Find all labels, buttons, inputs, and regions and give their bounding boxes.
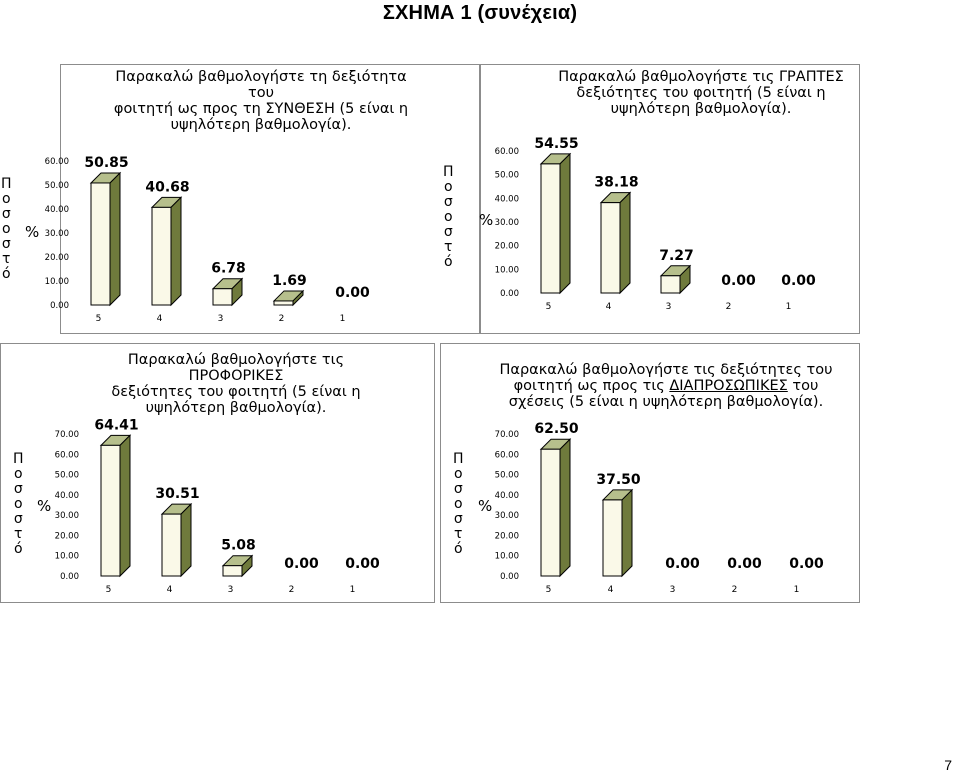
page-number: 7 xyxy=(944,757,952,773)
data-label: 5.08 xyxy=(221,537,256,554)
y-tick-label: 40.00 xyxy=(44,205,69,215)
x-tick-label: 1 xyxy=(785,302,792,312)
y-tick-label: 60.00 xyxy=(44,157,69,167)
data-label: 64.41 xyxy=(94,417,139,434)
y-axis-title: Π ο σ ο σ τ ό xyxy=(1,176,12,282)
bar xyxy=(101,435,130,576)
y-tick-label: 0.00 xyxy=(50,301,69,311)
x-tick-label: 2 xyxy=(278,314,285,324)
y-tick-label: 10.00 xyxy=(44,277,69,287)
bar-side xyxy=(181,504,191,576)
bar-front xyxy=(661,276,680,293)
bar-side xyxy=(620,193,630,293)
y-tick-label: 0.00 xyxy=(500,572,519,582)
x-tick-label: 4 xyxy=(156,314,163,324)
bar-side xyxy=(560,439,570,576)
x-tick-label: 3 xyxy=(669,585,676,595)
bar-front xyxy=(162,514,181,576)
bar xyxy=(601,193,630,293)
x-tick-label: 5 xyxy=(105,585,112,595)
y-tick-label: 0.00 xyxy=(60,572,79,582)
bar xyxy=(162,504,191,576)
bar-front xyxy=(223,566,242,576)
y-tick-label: 20.00 xyxy=(54,531,79,542)
x-tick-label: 4 xyxy=(605,302,612,312)
x-tick-label: 4 xyxy=(607,585,614,595)
data-label: 1.69 xyxy=(272,272,307,289)
y-axis-title: Π ο σ ο σ τ ό xyxy=(453,451,464,557)
chart-title: Παρακαλώ βαθμολογήστε τις ΠΡΟΦΟΡΙΚΕΣ δεξιότητες του φοιτητή (5 είναι η υψηλότερη βαθμολογία). xyxy=(111,352,361,416)
bar xyxy=(152,197,181,305)
y-axis-unit: % xyxy=(478,497,493,515)
bar xyxy=(223,556,252,576)
bar xyxy=(603,490,632,576)
y-tick-label: 70.00 xyxy=(54,430,79,440)
data-label: 0.00 xyxy=(335,285,370,301)
x-tick-label: 2 xyxy=(731,585,738,595)
y-tick-label: 40.00 xyxy=(494,490,519,501)
x-tick-label: 1 xyxy=(349,585,356,595)
bar-front xyxy=(541,449,560,576)
bar xyxy=(213,279,242,305)
x-tick-label: 1 xyxy=(339,314,346,324)
bar-side xyxy=(622,490,632,576)
y-tick-label: 50.00 xyxy=(494,170,519,181)
y-tick-label: 60.00 xyxy=(494,450,519,461)
y-tick-label: 60.00 xyxy=(54,450,79,461)
chart-svg xyxy=(481,65,861,335)
data-label: 0.00 xyxy=(789,556,824,572)
bar xyxy=(661,266,690,293)
data-label: 0.00 xyxy=(781,273,816,289)
data-label: 0.00 xyxy=(721,273,756,289)
y-tick-label: 30.00 xyxy=(54,511,79,522)
chart-svg xyxy=(44,65,481,335)
y-tick-label: 20.00 xyxy=(494,531,519,542)
page-heading: ΣΧΗΜΑ 1 (συνέχεια) xyxy=(382,2,578,24)
y-tick-label: 10.00 xyxy=(494,551,519,562)
y-axis-unit: % xyxy=(37,497,52,515)
bar xyxy=(274,291,303,305)
bar-front xyxy=(603,500,622,576)
x-tick-label: 5 xyxy=(545,585,552,595)
data-label: 54.55 xyxy=(534,135,579,152)
bar-front xyxy=(601,203,620,293)
bar-front xyxy=(101,445,120,576)
bar-front xyxy=(91,183,110,305)
x-tick-label: 3 xyxy=(665,302,672,312)
bar-side xyxy=(171,197,181,305)
x-tick-label: 5 xyxy=(545,302,552,312)
y-tick-label: 30.00 xyxy=(494,218,519,228)
chart-panel-written xyxy=(443,64,860,334)
bar xyxy=(541,154,570,293)
data-label: 30.51 xyxy=(155,486,200,503)
chart-title: Παρακαλώ βαθμολογήστε τις δεξιότητες του φοιτητή ως προς τις ΔΙΑΠΡΟΣΩΠΙΚΕΣ του σχέσεις (5 είναι η υψηλότερη βαθμολογία). xyxy=(499,362,833,410)
data-label: 37.50 xyxy=(596,471,641,488)
y-axis-title: Π ο σ ο σ τ ό xyxy=(13,451,24,557)
y-axis-unit: % xyxy=(479,211,494,229)
data-label: 62.50 xyxy=(534,421,579,438)
bar-side xyxy=(560,154,570,293)
y-axis-unit: % xyxy=(25,223,40,241)
y-tick-label: 70.00 xyxy=(494,430,519,440)
chart-svg xyxy=(441,344,861,604)
bar-front xyxy=(152,207,171,305)
y-tick-label: 50.00 xyxy=(54,470,79,481)
data-label: 50.85 xyxy=(84,154,129,171)
chart-svg xyxy=(1,344,436,604)
data-label: 38.18 xyxy=(594,174,639,191)
bar-side xyxy=(120,435,130,576)
x-tick-label: 5 xyxy=(95,314,102,324)
y-tick-label: 10.00 xyxy=(494,265,519,276)
x-tick-label: 2 xyxy=(725,302,732,312)
y-tick-label: 60.00 xyxy=(494,147,519,157)
chart-panel-oral xyxy=(0,343,435,603)
x-tick-label: 1 xyxy=(793,585,800,595)
chart-title: Παρακαλώ βαθμολογήστε τη δεξιότητα του φοιτητή ως προς τη ΣΥΝΘΕΣΗ (5 είναι η υψηλότερη βαθμολογία). xyxy=(113,69,409,133)
y-tick-label: 10.00 xyxy=(54,551,79,562)
y-tick-label: 40.00 xyxy=(494,194,519,205)
y-tick-label: 20.00 xyxy=(44,253,69,263)
y-axis-title: Π ο σ ο σ τ ό xyxy=(443,164,454,270)
y-tick-label: 30.00 xyxy=(494,511,519,522)
chart-title: Παρακαλώ βαθμολογήστε τις ΓΡΑΠΤΕΣ δεξιότητες του φοιτητή (5 είναι η υψηλότερη βαθμολογία). xyxy=(558,69,844,117)
x-tick-label: 2 xyxy=(288,585,295,595)
bar xyxy=(541,439,570,576)
x-tick-label: 3 xyxy=(217,314,224,324)
data-label: 0.00 xyxy=(727,556,762,572)
y-tick-label: 20.00 xyxy=(494,241,519,252)
data-label: 0.00 xyxy=(345,556,380,572)
y-tick-label: 30.00 xyxy=(44,229,69,239)
bar-side xyxy=(110,173,120,305)
y-tick-label: 50.00 xyxy=(44,181,69,191)
bar-front xyxy=(541,164,560,293)
data-label: 6.78 xyxy=(211,260,246,277)
bar-front xyxy=(213,289,232,305)
data-label: 0.00 xyxy=(665,556,700,572)
chart-panel-synthesis xyxy=(1,64,480,334)
data-label: 0.00 xyxy=(284,556,319,572)
x-tick-label: 3 xyxy=(227,585,234,595)
data-label: 40.68 xyxy=(145,179,190,196)
y-tick-label: 50.00 xyxy=(494,470,519,481)
bar xyxy=(91,173,120,305)
chart-panel-interpersonal xyxy=(440,343,860,603)
bar-front xyxy=(274,301,293,305)
x-tick-label: 4 xyxy=(166,585,173,595)
y-tick-label: 0.00 xyxy=(500,289,519,299)
data-label: 7.27 xyxy=(659,247,694,264)
y-tick-label: 40.00 xyxy=(54,490,79,501)
